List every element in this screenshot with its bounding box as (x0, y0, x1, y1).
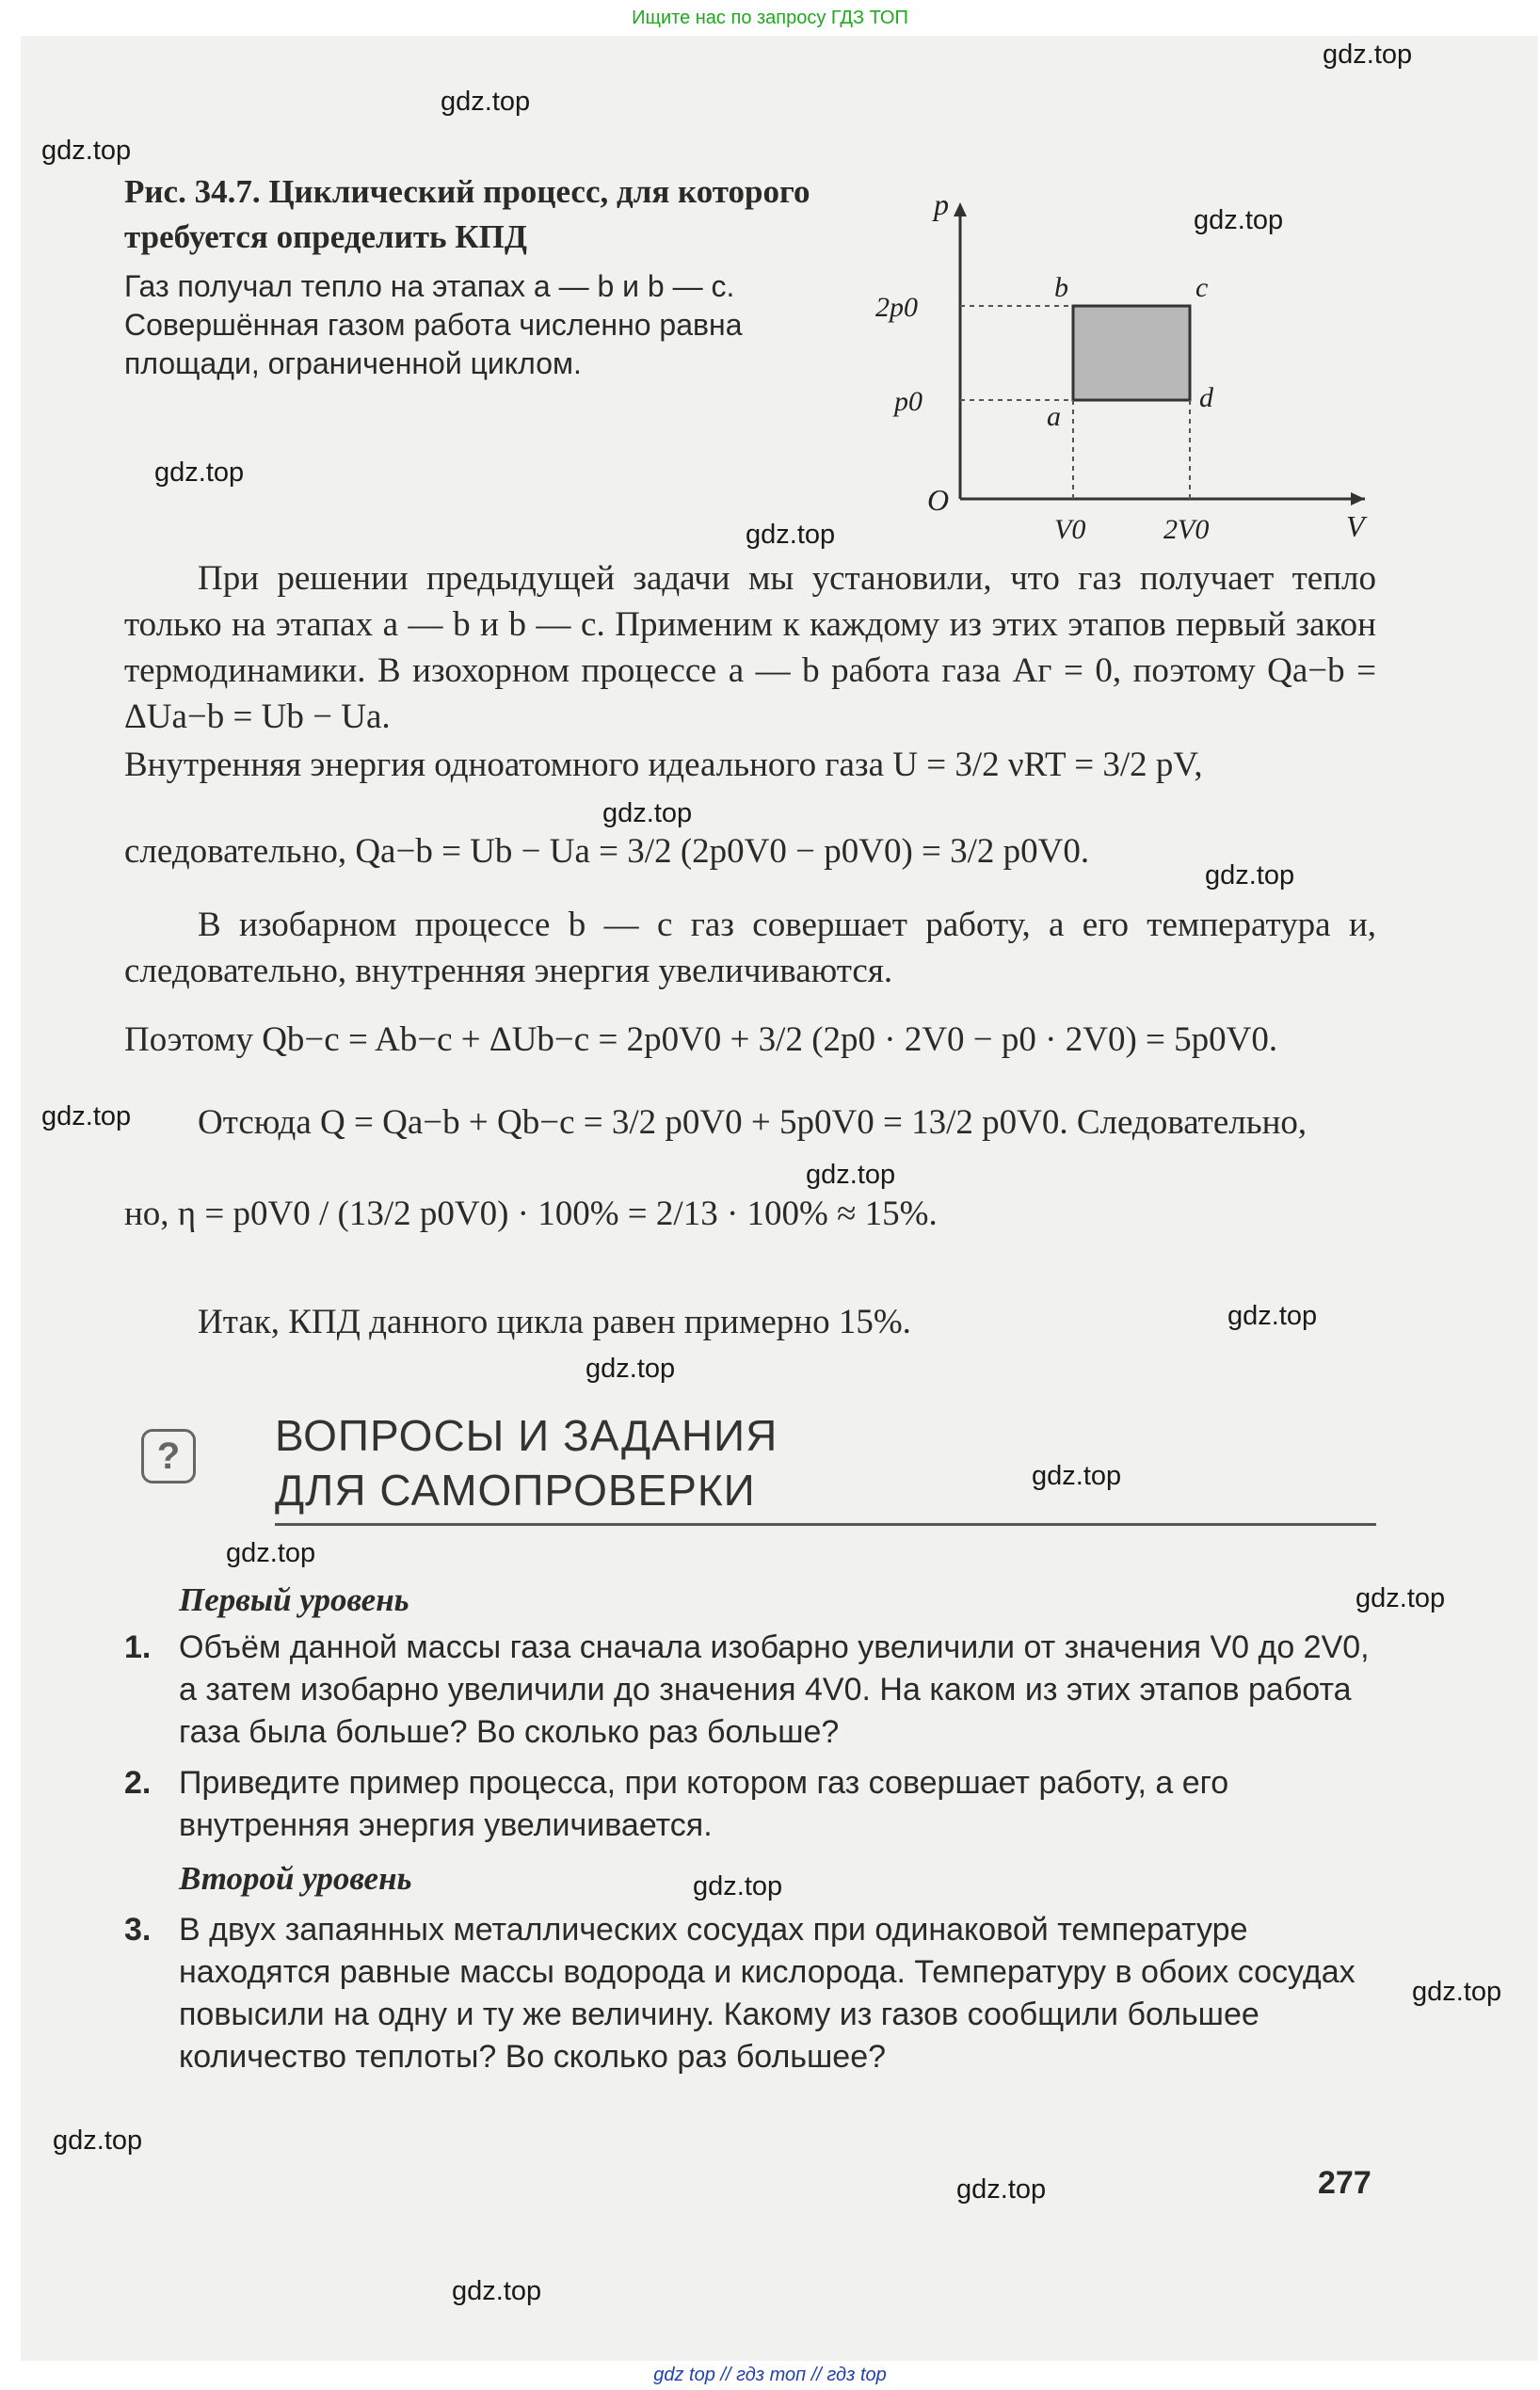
watermark: gdz.top (154, 457, 245, 488)
figure-description: Газ получал тепло на этапах a — b и b — c. Совершённая газом работа численно равна площади, ограниченной циклом. (124, 269, 743, 380)
paragraph-4: В изобарном процессе b — c газ совершает работу, а его температура и, следовательно, внутренняя энергия увеличиваются. (124, 906, 1376, 990)
point-b: b (1054, 272, 1068, 303)
p-label: p (934, 187, 949, 221)
page-number: 277 (1318, 2165, 1372, 2201)
question-number: 1. (124, 1629, 152, 1665)
watermark: gdz.top (1227, 1301, 1318, 1331)
watermark: gdz.top (1194, 205, 1284, 235)
level-2-heading: Второй уровень (179, 1860, 412, 1897)
paragraph-2: Внутренняя энергия одноатомного идеального газа U = 3/2 νRT = 3/2 pV, (124, 746, 1203, 784)
section-title (275, 1408, 778, 1517)
watermark: gdz.top (53, 2125, 143, 2156)
tick-p0: p0 (894, 386, 922, 417)
paragraph-6: Отсюда Q = Qa−b + Qb−c = 3/2 p0V0 + 5p0V0 = 13/2 p0V0. Следовательно, (198, 1103, 1307, 1142)
watermark: gdz.top (1205, 860, 1295, 890)
watermark: gdz.top (226, 1538, 316, 1568)
level-1-heading: Первый уровень (179, 1581, 409, 1618)
question-text: В двух запаянных металлических сосудах при одинаковой температуре находятся равные массы водорода и кислорода. Температуру в обоих сосудах повысили на одну и ту же величину. Какому из газов сообщили большее количество теплоты? Во сколько раз большее? (179, 1912, 1356, 2075)
question-3 (124, 1909, 1376, 2078)
watermark: gdz.top (746, 520, 836, 550)
watermark: gdz.top (452, 2276, 542, 2306)
watermark: gdz.top (441, 87, 531, 117)
watermark: gdz.top (1356, 1583, 1446, 1613)
watermark: gdz.top (1323, 40, 1413, 70)
tick-v0: V0 (1054, 514, 1086, 545)
question-2 (124, 1762, 1376, 1847)
watermark: gdz.top (1412, 1977, 1502, 2007)
watermark: gdz.top (956, 2174, 1047, 2205)
paragraph-7: но, η = p0V0 / (13/2 p0V0) · 100% = 2/13 · 100% ≈ 15%. (124, 1195, 938, 1233)
watermark: gdz.top (41, 1101, 132, 1131)
question-text: Объём данной массы газа сначала изобарно увеличили от значения V0 до 2V0, а затем изобарно увеличили до значения 4V0. На каком из этих этапов работа газа была больше? Во сколько раз больше? (179, 1629, 1370, 1750)
bottom-banner[interactable]: gdz top // гдз топ // гдз top (0, 2361, 1540, 2390)
point-d: d (1199, 382, 1213, 413)
watermark: gdz.top (41, 136, 132, 166)
figure-caption: Рис. 34.7. Циклический процесс, для которого требуется определить КПД (124, 173, 810, 255)
question-1 (124, 1627, 1376, 1754)
tick-2v0: 2V0 (1163, 514, 1210, 545)
paragraph-1: При решении предыдущей задачи мы установили, что газ получает тепло только на этапах a — b и b — c. Применим к каждому из этих этапов первый закон термодинамики. В изохорном процессе a — b работа газа Aг = 0, поэтому Qa−b = ΔUa−b = Ub − Ua. (124, 559, 1376, 736)
pv-diagram (875, 187, 1374, 546)
question-icon: ? (141, 1429, 196, 1484)
paragraph-3: следовательно, Qa−b = Ub − Ua = 3/2 (2p0V0 − p0V0) = 3/2 p0V0. (124, 832, 1090, 871)
question-text: Приведите пример процесса, при котором газ совершает работу, а его внутренняя энергия увеличивается. (179, 1765, 1229, 1843)
question-number: 2. (124, 1765, 152, 1801)
point-a: a (1047, 401, 1061, 432)
section-title-line2: ДЛЯ САМОПРОВЕРКИ (275, 1466, 756, 1515)
top-banner[interactable]: Ищите нас по запросу ГДЗ ТОП (0, 0, 1540, 36)
tick-2p0: 2p0 (875, 292, 918, 323)
origin-label: O (927, 483, 950, 517)
point-c: c (1195, 272, 1209, 303)
v-axis-arrow (1351, 492, 1365, 505)
watermark: gdz.top (1032, 1461, 1122, 1491)
question-number: 3. (124, 1912, 152, 1948)
paragraph-5: Поэтому Qb−c = Ab−c + ΔUb−c = 2p0V0 + 3/2 (2p0 · 2V0 − p0 · 2V0) = 5p0V0. (124, 1020, 1278, 1059)
paragraph-8: Итак, КПД данного цикла равен примерно 15%. (198, 1303, 911, 1341)
watermark: gdz.top (586, 1354, 676, 1384)
section-title-line1: ВОПРОСЫ И ЗАДАНИЯ (275, 1411, 778, 1460)
watermark: gdz.top (693, 1871, 783, 1901)
p-axis-arrow (954, 202, 967, 217)
cycle-area (1073, 306, 1190, 400)
section-divider (275, 1523, 1376, 1526)
v-label: V (1346, 509, 1365, 543)
watermark: gdz.top (806, 1160, 896, 1190)
watermark: gdz.top (602, 798, 693, 828)
